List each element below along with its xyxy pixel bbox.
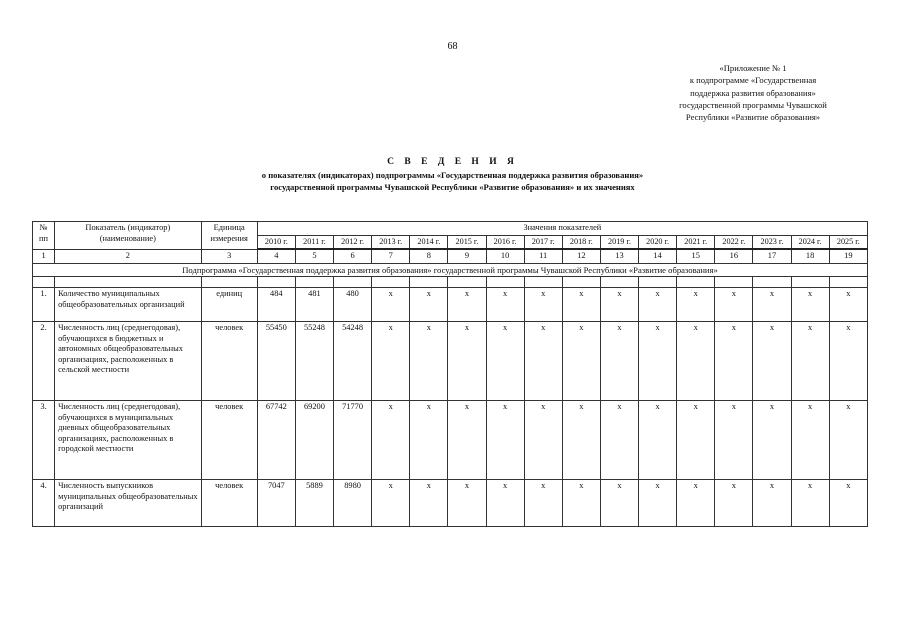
indicator-value: 480 <box>334 288 372 322</box>
spacer-cell <box>715 277 753 288</box>
spacer-cell <box>791 277 829 288</box>
spacer-cell <box>677 277 715 288</box>
spacer-cell <box>600 277 638 288</box>
indicator-value: 54248 <box>334 322 372 401</box>
indicator-value: х <box>486 288 524 322</box>
indicator-value: х <box>639 401 677 480</box>
indicator-value: х <box>410 322 448 401</box>
indicator-value: х <box>448 480 486 527</box>
spacer-cell <box>639 277 677 288</box>
document-title <box>0 156 905 194</box>
indicator-name: Количество муниципальных общеобразовательных организаций <box>55 288 202 322</box>
indicator-value: х <box>791 480 829 527</box>
indicator-value: х <box>524 322 562 401</box>
column-number: 10 <box>486 249 524 263</box>
spacer-cell <box>562 277 600 288</box>
indicator-value: 481 <box>295 288 333 322</box>
unit-of-measure: человек <box>201 401 257 480</box>
column-number: 2 <box>55 249 202 263</box>
unit-of-measure: единиц <box>201 288 257 322</box>
column-number: 8 <box>410 249 448 263</box>
year-header: 2015 г. <box>448 235 486 249</box>
indicator-value: х <box>639 480 677 527</box>
table-row <box>33 401 868 480</box>
spacer-cell <box>201 277 257 288</box>
indicator-value: х <box>677 288 715 322</box>
column-number: 14 <box>639 249 677 263</box>
column-number: 16 <box>715 249 753 263</box>
header-values: Значения показателей <box>257 222 867 236</box>
indicator-value: х <box>410 480 448 527</box>
year-header: 2010 г. <box>257 235 295 249</box>
indicator-value: 7047 <box>257 480 295 527</box>
indicator-value: х <box>829 480 867 527</box>
indicator-value: х <box>524 401 562 480</box>
indicator-value: х <box>448 288 486 322</box>
year-header: 2016 г. <box>486 235 524 249</box>
indicator-name: Численность выпускников муниципальных общеобразовательных организаций <box>55 480 202 527</box>
indicator-value: х <box>486 401 524 480</box>
column-numbers-row <box>33 249 868 263</box>
header-num: № пп <box>33 222 55 250</box>
row-number: 1. <box>33 288 55 322</box>
appendix-line: к подпрограмме «Государственная <box>689 75 817 86</box>
column-number: 11 <box>524 249 562 263</box>
indicator-value: х <box>486 480 524 527</box>
indicator-value: х <box>600 480 638 527</box>
indicator-value: 67742 <box>257 401 295 480</box>
indicator-name: Численность лиц (среднегодовая), обучающихся в муниципальных дневных общеобразовательных организациях, расположенных в городской местности <box>55 401 202 480</box>
indicator-value: х <box>372 322 410 401</box>
indicator-value: х <box>753 401 791 480</box>
indicator-value: х <box>600 401 638 480</box>
year-header: 2024 г. <box>791 235 829 249</box>
indicator-value: х <box>562 322 600 401</box>
column-number: 6 <box>334 249 372 263</box>
indicator-value: х <box>677 322 715 401</box>
indicator-name: Численность лиц (среднегодовая), обучающихся в бюджетных и автономных общеобразовательных организациях, расположенных в сельской местности <box>55 322 202 401</box>
indicator-value: х <box>486 322 524 401</box>
indicator-value: х <box>562 288 600 322</box>
column-number: 3 <box>201 249 257 263</box>
title-line-1: о показателях (индикаторах) подпрограммы «Государственная поддержка развития образования» <box>261 169 644 180</box>
spacer-cell <box>829 277 867 288</box>
indicator-value: х <box>372 401 410 480</box>
year-header: 2020 г. <box>639 235 677 249</box>
indicators-table <box>32 221 868 527</box>
spacer-cell <box>753 277 791 288</box>
row-number: 4. <box>33 480 55 527</box>
column-number: 15 <box>677 249 715 263</box>
column-number: 17 <box>753 249 791 263</box>
indicator-value: х <box>715 480 753 527</box>
indicator-value: х <box>829 401 867 480</box>
spacer-cell <box>334 277 372 288</box>
column-number: 7 <box>372 249 410 263</box>
appendix-line: Республики «Развитие образования» <box>685 112 821 123</box>
unit-of-measure: человек <box>201 322 257 401</box>
column-number: 13 <box>600 249 638 263</box>
column-number: 1 <box>33 249 55 263</box>
appendix-note <box>653 62 853 123</box>
row-number: 3. <box>33 401 55 480</box>
subprogram-title: Подпрограмма «Государственная поддержка развития образования» государственной программы Чувашской Республики «Развитие образования» <box>33 263 868 277</box>
indicator-value: х <box>753 288 791 322</box>
indicator-value: 8980 <box>334 480 372 527</box>
spacer-cell <box>486 277 524 288</box>
indicator-value: х <box>677 401 715 480</box>
year-header: 2025 г. <box>829 235 867 249</box>
spacer-cell <box>448 277 486 288</box>
table-row <box>33 288 868 322</box>
spacer-cell <box>524 277 562 288</box>
indicator-value: х <box>677 480 715 527</box>
indicator-value: х <box>524 480 562 527</box>
column-number: 12 <box>562 249 600 263</box>
appendix-line: поддержка развития образования» <box>690 87 816 98</box>
year-header: 2021 г. <box>677 235 715 249</box>
indicator-value: х <box>410 288 448 322</box>
column-number: 4 <box>257 249 295 263</box>
spacer-cell <box>372 277 410 288</box>
year-header: 2012 г. <box>334 235 372 249</box>
spacer-cell <box>295 277 333 288</box>
indicator-value: х <box>791 322 829 401</box>
indicator-value: х <box>639 322 677 401</box>
header-name: Показатель (индикатор) (наименование) <box>55 222 202 250</box>
row-number: 2. <box>33 322 55 401</box>
indicator-value: 5889 <box>295 480 333 527</box>
indicator-value: х <box>715 401 753 480</box>
indicator-value: 55450 <box>257 322 295 401</box>
indicator-value: х <box>562 401 600 480</box>
indicator-value: 71770 <box>334 401 372 480</box>
indicator-value: х <box>448 401 486 480</box>
table-row <box>33 480 868 527</box>
indicator-value: х <box>410 401 448 480</box>
indicator-value: 69200 <box>295 401 333 480</box>
indicator-value: х <box>600 288 638 322</box>
subprogram-row <box>33 263 868 277</box>
header-unit: Единица измерения <box>201 222 257 250</box>
year-header: 2014 г. <box>410 235 448 249</box>
indicator-value: 484 <box>257 288 295 322</box>
spacer-row <box>33 277 868 288</box>
column-number: 5 <box>295 249 333 263</box>
column-number: 18 <box>791 249 829 263</box>
indicator-value: х <box>753 322 791 401</box>
indicator-value: х <box>372 480 410 527</box>
indicator-value: х <box>753 480 791 527</box>
spacer-cell <box>55 277 202 288</box>
column-number: 19 <box>829 249 867 263</box>
indicator-value: х <box>562 480 600 527</box>
year-header: 2017 г. <box>524 235 562 249</box>
table-row <box>33 322 868 401</box>
appendix-line: «Приложение № 1 <box>719 63 787 73</box>
unit-of-measure: человек <box>201 480 257 527</box>
indicator-value: х <box>448 322 486 401</box>
indicator-value: х <box>715 288 753 322</box>
year-header: 2018 г. <box>562 235 600 249</box>
year-header: 2013 г. <box>372 235 410 249</box>
indicator-value: 55248 <box>295 322 333 401</box>
page-number: 68 <box>447 41 458 52</box>
indicator-value: х <box>791 288 829 322</box>
column-number: 9 <box>448 249 486 263</box>
indicator-value: х <box>791 401 829 480</box>
year-header: 2022 г. <box>715 235 753 249</box>
spacer-cell <box>257 277 295 288</box>
indicator-value: х <box>600 322 638 401</box>
title-line-2: государственной программы Чувашской Республики «Развитие образования» и их значениях <box>270 182 635 192</box>
appendix-line: государственной программы Чувашской <box>679 99 827 110</box>
indicator-value: х <box>524 288 562 322</box>
indicator-value: х <box>829 322 867 401</box>
year-header: 2019 г. <box>600 235 638 249</box>
indicator-value: х <box>829 288 867 322</box>
indicator-value: х <box>715 322 753 401</box>
year-header: 2011 г. <box>295 235 333 249</box>
indicator-value: х <box>639 288 677 322</box>
spacer-cell <box>410 277 448 288</box>
year-header: 2023 г. <box>753 235 791 249</box>
spacer-cell <box>33 277 55 288</box>
title-main: С В Е Д Е Н И Я <box>387 157 518 167</box>
indicator-value: х <box>372 288 410 322</box>
